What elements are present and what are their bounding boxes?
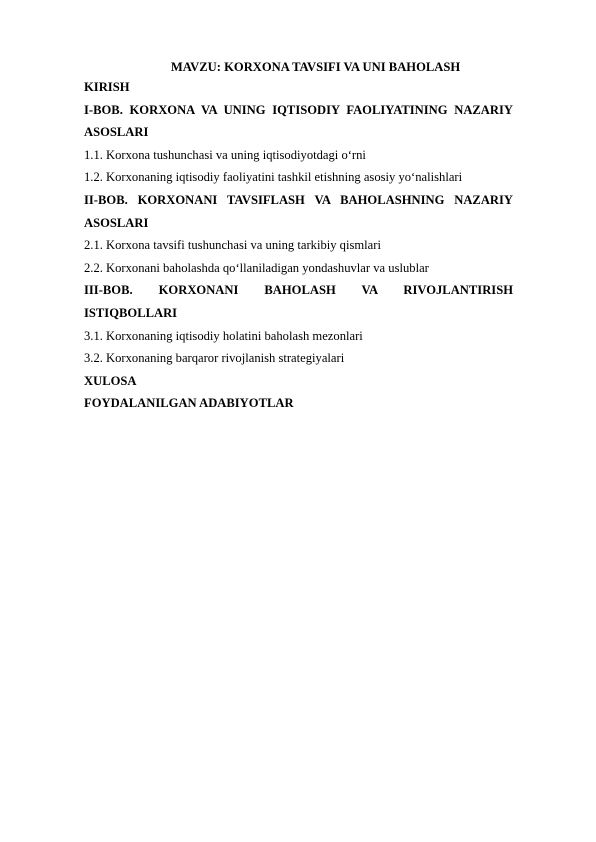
page-title: MAVZU: KORXONA TAVSIFI VA UNI BAHOLASH xyxy=(170,60,461,74)
toc-section-1-2: 1.2. Korxonaning iqtisodiy faoliyatini tashkil etishning asosiy yo‘nalishlari xyxy=(84,170,463,185)
toc-section-1-1: 1.1. Korxona tushunchasi va uning iqtisodiyotdagi o‘rni xyxy=(84,147,366,162)
toc-chapter-3-heading-cont: ISTIQBOLLARI xyxy=(84,305,178,320)
document-page xyxy=(84,58,513,415)
toc-intro: KIRISH xyxy=(84,80,130,94)
toc-chapter-3-heading: III-BOB. KORXONANI BAHOLASH VA RIVOJLANTIRISH xyxy=(84,283,513,298)
toc-section-2-1: 2.1. Korxona tavsifi tushunchasi va uning tarkibiy qismlari xyxy=(84,238,381,253)
toc-chapter-2-heading-cont: ASOSLARI xyxy=(84,215,149,230)
toc-section-2-2: 2.2. Korxonani baholashda qo‘llaniladigan yondashuvlar va uslublar xyxy=(84,260,429,275)
toc-section-3-1: 3.1. Korxonaning iqtisodiy holatini baholash mezonlari xyxy=(84,328,363,343)
toc-chapter-2-heading: II-BOB. KORXONANI TAVSIFLASH VA BAHOLASHNING NAZARIY xyxy=(84,192,513,207)
toc-chapter-1-heading: I-BOB. KORXONA VA UNING IQTISODIY FAOLIYATINING NAZARIY xyxy=(84,102,513,117)
toc-conclusion: XULOSA xyxy=(84,373,137,388)
toc-chapter-1-heading-cont: ASOSLARI xyxy=(84,125,149,140)
toc-references: FOYDALANILGAN ADABIYOTLAR xyxy=(84,396,294,411)
toc-section-3-2: 3.2. Korxonaning barqaror rivojlanish strategiyalari xyxy=(84,351,345,366)
